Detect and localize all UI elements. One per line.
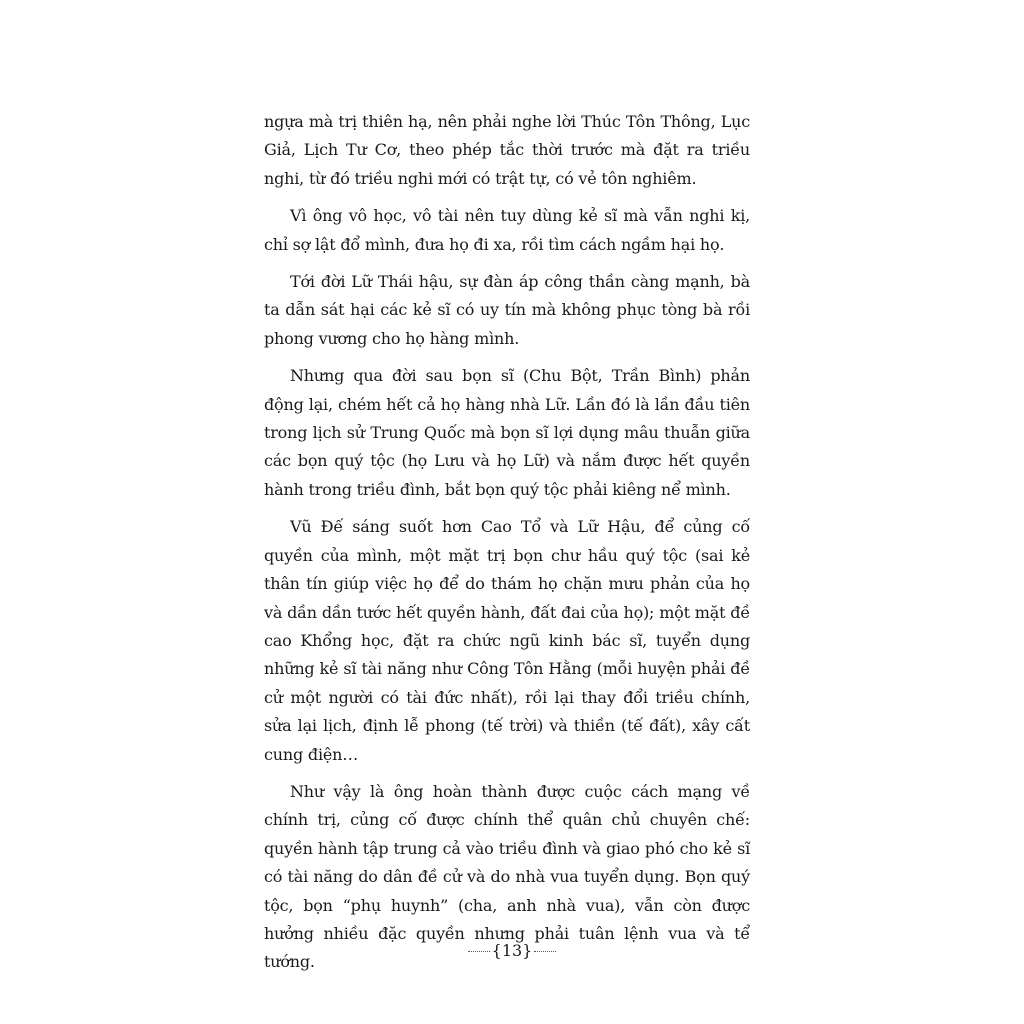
page-body	[264, 108, 750, 986]
footer-ornament-right	[534, 951, 556, 953]
page-footer	[0, 940, 1024, 962]
footer-ornament-left	[468, 951, 490, 953]
paragraph-3: Tới đời Lữ Thái hậu, sự đàn áp công thần càng mạnh, bà ta dẫn sát hại các kẻ sĩ có uy tín mà không phục tòng bà rồi phong vương cho họ hàng mình.	[264, 272, 750, 348]
page-number: 13	[501, 941, 523, 960]
paragraph-6: Như vậy là ông hoàn thành được cuộc cách mạng về chính trị, củng cố được chính thể quân chủ chuyên chế: quyền hành tập trung cả vào triều đình và giao phó cho kẻ sĩ có tài năng do dân đề cử và do nhà vua tuyển dụng. Bọn quý tộc, bọn “phụ huynh” (cha, anh nhà vua), vẫn còn được hưởng nhiều đặc quyền nhưng phải tuân lệnh vua và tể tướng.	[264, 781, 750, 972]
brace-right: }	[522, 941, 533, 960]
paragraph-5: Vũ Đế sáng suốt hơn Cao Tổ và Lữ Hậu, để củng cố quyền của mình, một mặt trị bọn chư hầu quý tộc (sai kẻ thân tín giúp việc họ để do thám họ chặn mưu phản của họ và dần dần tước hết quyền hành, đất đai của họ); một mặt đề cao Khổng học, đặt ra chức ngũ kinh bác sĩ, tuyển dụng những kẻ sĩ tài năng như Công Tôn Hằng (mỗi huyện phải đề cử một người có tài đức nhất), rồi lại thay đổi triều chính, sửa lại lịch, định lễ phong (tế trời) và thiền (tế đất), xây cất cung điện…	[264, 517, 750, 764]
paragraph-2: Vì ông vô học, vô tài nên tuy dùng kẻ sĩ mà vẫn nghi kị, chỉ sợ lật đổ mình, đưa họ đi xa, rồi tìm cách ngầm hại họ.	[264, 206, 750, 254]
paragraph-4: Nhưng qua đời sau bọn sĩ (Chu Bột, Trần Bình) phản động lại, chém hết cả họ hàng nhà Lữ. Lần đó là lần đầu tiên trong lịch sử Trung Quốc mà bọn sĩ lợi dụng mâu thuẫn giữa các bọn quý tộc (họ Lưu và họ Lữ) và nắm được hết quyền hành trong triều đình, bắt bọn quý tộc phải kiêng nể mình.	[264, 366, 750, 499]
brace-left: {	[491, 941, 502, 960]
paragraph-1: ngựa mà trị thiên hạ, nên phải nghe lời Thúc Tôn Thông, Lục Giả, Lịch Tư Cơ, theo phép tắc thời trước mà đặt ra triều nghi, từ đó triều nghi mới có trật tự, có vẻ tôn nghiêm.	[264, 112, 750, 188]
